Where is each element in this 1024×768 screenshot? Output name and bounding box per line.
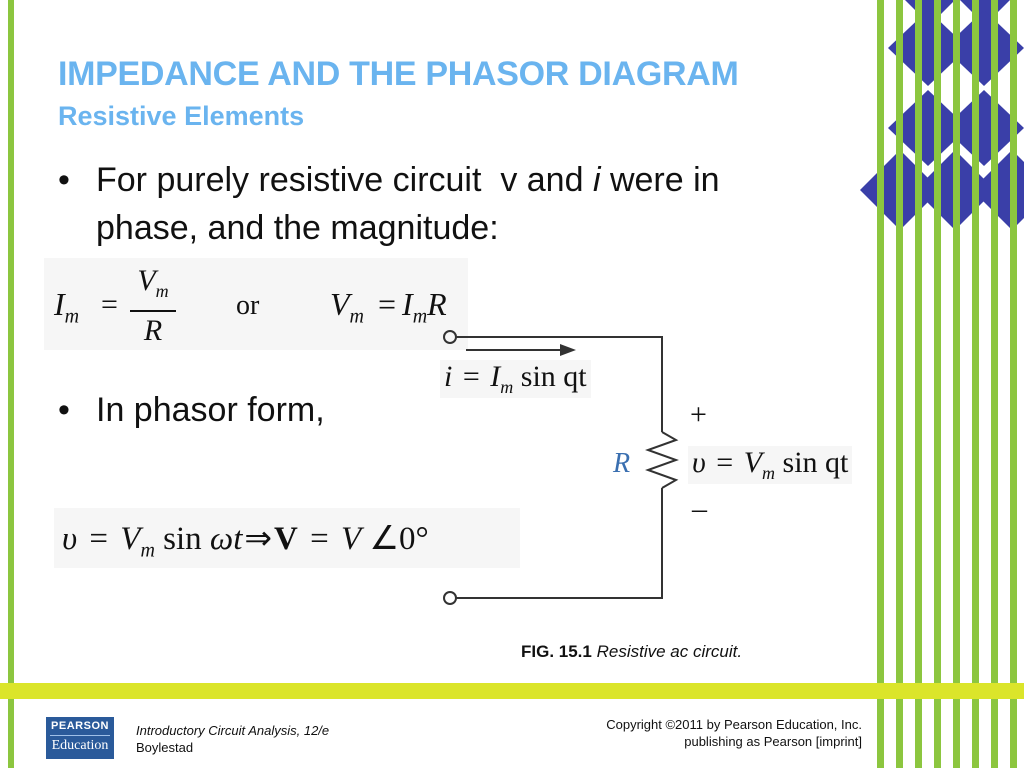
phasor-equation-line	[62, 518, 429, 563]
current-arg: qt	[563, 360, 587, 393]
phasor-v: υ	[62, 521, 78, 557]
magnitude-equation	[44, 258, 468, 350]
current-Im-sub: m	[500, 377, 514, 397]
eq-rhs-r: R	[427, 286, 447, 322]
eq-numerator	[130, 264, 176, 308]
eq-denominator: R	[143, 314, 163, 347]
publisher-line: publishing as Pearson [imprint]	[684, 734, 862, 749]
voltage-v: υ	[692, 446, 706, 479]
phasor-magnitude: V	[341, 521, 362, 557]
plus-sign: +	[690, 398, 707, 431]
current-Im: I	[490, 360, 501, 393]
eq-rhs-i-sub: m	[412, 305, 428, 328]
voltage-Vm: V	[743, 446, 763, 479]
voltage-sin: sin	[782, 446, 818, 479]
slide-title: IMPEDANCE AND THE PHASOR DIAGRAM	[58, 55, 739, 93]
bullet-1-text	[96, 156, 720, 252]
phasor-arrow: ⇒	[244, 521, 273, 557]
bullet-2	[58, 386, 458, 436]
eq-rhs-i: I	[402, 286, 413, 322]
caption-text: Resistive ac circuit.	[596, 642, 743, 661]
logo-bottom-text: Education	[51, 738, 109, 753]
bullet-mark: •	[58, 161, 70, 199]
eq-equals: =	[101, 288, 118, 321]
current-i: i	[444, 360, 453, 393]
current-sin: sin	[520, 360, 556, 393]
footer-band	[0, 683, 1024, 699]
eq-lhs-sub: m	[64, 305, 80, 328]
footer-book-info	[136, 722, 329, 756]
eq-rhs-v-sub: m	[349, 305, 364, 328]
figure-caption	[521, 642, 742, 662]
phasor-Vm: V	[120, 521, 141, 557]
current-equals: =	[462, 360, 480, 393]
eq-num-sub: m	[155, 281, 169, 301]
phasor-sin: sin	[163, 521, 202, 557]
phasor-equation	[54, 508, 520, 568]
minus-sign: –	[692, 492, 707, 525]
voltage-Vm-sub: m	[762, 463, 776, 483]
eq-num-symbol: V	[137, 264, 156, 297]
eq-fraction	[130, 264, 176, 348]
phasor-angle: ∠0°	[369, 521, 429, 557]
current-label	[440, 360, 591, 398]
phasor-equals-2: =	[310, 521, 329, 557]
bullet-1	[58, 156, 878, 256]
pearson-logo	[46, 717, 114, 759]
footer-book-title: Introductory Circuit Analysis, 12/e	[136, 723, 330, 738]
phasor-bold-V: V	[274, 521, 298, 557]
slide-subtitle: Resistive Elements	[58, 101, 305, 131]
footer-author: Boylestad	[136, 740, 194, 755]
resistor-label: R	[613, 448, 631, 479]
eq-rhs-v: V	[330, 286, 350, 322]
bullet-1-line1a: For purely resistive circuit v and	[96, 161, 593, 199]
fraction-bar	[130, 310, 176, 312]
copyright-line: Copyright ©2011 by Pearson Education, Inc.	[606, 717, 862, 732]
phasor-wt: ωt	[209, 521, 243, 557]
bullet-1-line1b: were in	[600, 161, 720, 199]
eq-or: or	[236, 290, 260, 321]
phasor-equals-1: =	[89, 521, 109, 557]
eq-lhs	[54, 286, 79, 328]
voltage-equals: =	[716, 446, 734, 479]
footer-copyright	[606, 716, 862, 750]
logo-rule	[50, 735, 110, 736]
eq-rhs	[330, 286, 447, 328]
voltage-arg: qt	[825, 446, 849, 479]
eq-rhs-equals: =	[378, 286, 397, 322]
caption-number: FIG. 15.1	[521, 642, 592, 661]
phasor-Vm-sub: m	[140, 539, 155, 562]
bullet-1-italic-i: i	[592, 161, 601, 199]
bullet-mark: •	[58, 391, 70, 429]
bullet-1-line2: phase, and the magnitude:	[96, 209, 499, 247]
bullet-2-text: In phasor form,	[96, 391, 325, 429]
voltage-label	[688, 446, 852, 484]
logo-top-text: PEARSON	[51, 720, 109, 732]
eq-lhs-symbol: I	[54, 286, 65, 322]
